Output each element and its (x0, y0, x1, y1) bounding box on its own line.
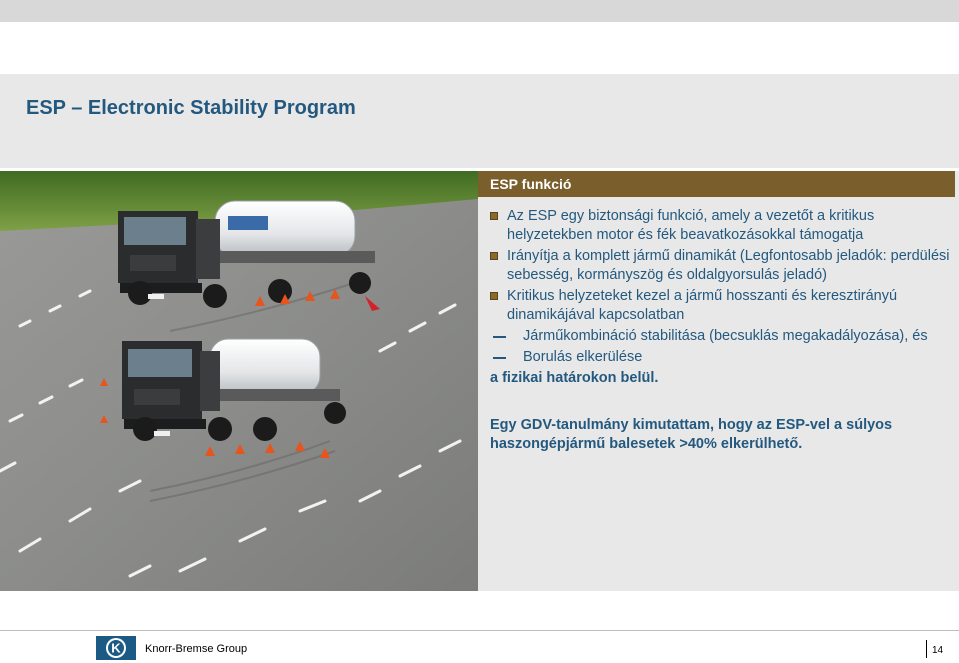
logo-letter: K (111, 640, 121, 656)
page-number: 14 (932, 645, 944, 656)
section-header: ESP funkció (478, 171, 955, 197)
sub-bullet-text: Járműkombináció stabilitása (becsuklás megakadályozása), és (523, 328, 928, 344)
footer-divider (0, 630, 959, 631)
bullet-text: Az ESP egy biztonsági funkció, amely a vezetőt a kritikus helyzetekben motor és fék beavatkozásokkal támogatja (507, 208, 875, 243)
page-number-divider (926, 640, 927, 658)
sub-bullet-item (490, 327, 950, 346)
study-conclusion: Egy GDV-tanulmány kimutattam, hogy az ESP-vel a súlyos haszongépjármű balesetek >40% elkerülhető. (490, 417, 893, 452)
bullet-item (490, 287, 950, 325)
limits-note: a fizikai határokon belül. (490, 370, 659, 386)
bullet-text: Kritikus helyzeteket kezel a jármű hosszanti és keresztirányú dinamikájával kapcsolatban (507, 288, 898, 323)
truck-test-photo (0, 171, 478, 591)
dash-bullet-icon (493, 357, 506, 359)
square-bullet-icon (490, 212, 498, 220)
square-bullet-icon (490, 252, 498, 260)
sub-bullet-text: Borulás elkerülése (523, 349, 643, 365)
dash-bullet-icon (493, 336, 506, 338)
slide-title: ESP – Electronic Stability Program (26, 97, 356, 119)
content-panel (490, 207, 950, 454)
top-strip (0, 0, 959, 22)
company-name: Knorr-Bremse Group (145, 643, 248, 655)
bullet-text: Irányítja a komplett jármű dinamikát (Legfontosabb jeladók: perdülési sebesség, kormányszög és oldalgyorsulás jeladó) (507, 248, 950, 283)
knorr-bremse-logo (96, 636, 136, 660)
square-bullet-icon (490, 292, 498, 300)
bullet-item (490, 247, 950, 285)
title-bar (0, 74, 959, 168)
sub-bullet-item (490, 348, 950, 367)
bullet-item (490, 207, 950, 245)
